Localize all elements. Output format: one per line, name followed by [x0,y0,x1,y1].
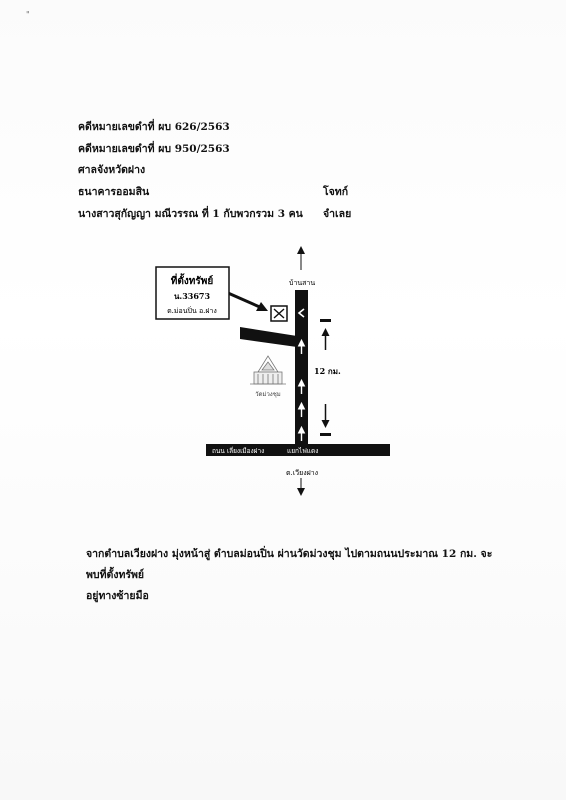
corner-mark: " [26,10,30,19]
north-place-label: บ้านสาน [289,279,316,287]
plaintiff-name: ธนาคารออมสิน [78,186,150,198]
main-road [295,290,308,448]
defendant-role: จำเลย [323,208,352,220]
court-name: ศาลจังหวัดฝาง [78,164,146,176]
directions-text [86,544,496,607]
property-deed: น.33673 [173,291,211,301]
temple-label: วัดม่วงชุม [255,391,281,398]
side-road [240,327,297,347]
south-place-label: ต.เวียงฝาง [286,469,319,477]
property-title: ที่ตั้งทรัพย์ [170,276,214,287]
distance-label: 12 กม. [314,366,341,376]
directions-line-2: อยู่ทางซ้ายมือ [86,590,149,602]
bypass-road-label: ถนน เลี่ยงเมืองฝาง [212,447,265,455]
case-number-black: คดีหมายเลขดำที่ ผบ 626/2563 [78,121,230,133]
pointer-arrow-icon [228,293,268,311]
case-number-red: คดีหมายเลขดำที่ ผบ 950/2563 [78,143,230,155]
directions-line-1: จากตำบลเวียงฝาง มุ่งหน้าสู่ ตำบลม่อนปิ่น ผ่านวัดม่วงชุม ไปตามถนนประมาณ 12 กม. จะพบที่ตั้งทรัพย์ [86,548,493,581]
plaintiff-role: โจทก์ [323,186,349,198]
junction-label: แยกไฟแดง [287,447,319,455]
property-location: ต.ม่อนปิ่น อ.ฝาง [167,307,217,315]
property-marker-icon [271,306,287,321]
defendant-name: นางสาวสุกัญญา มณีวรรณ ที่ 1 กับพวกรวม 3 คน [78,208,303,220]
temple-icon [250,356,286,384]
south-arrow-icon [297,478,305,496]
distance-indicator [320,319,331,436]
north-arrow-icon [297,246,305,270]
